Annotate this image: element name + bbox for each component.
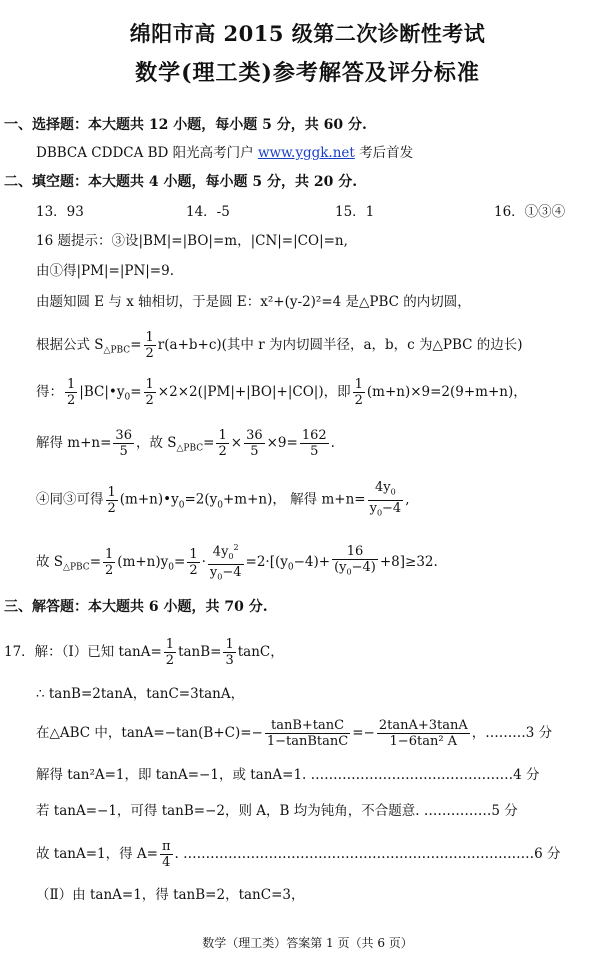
denominator: 1−6tan² A — [389, 734, 458, 749]
formula-text: =− — [352, 725, 375, 741]
equals: = — [130, 384, 142, 400]
formula-text: ④同③可得 — [36, 491, 104, 508]
subscript: 0 — [217, 572, 223, 582]
q17-line-6 — [36, 839, 560, 870]
fraction-4y0sq-over-y0-4 — [208, 540, 244, 585]
formula-text: 17．解：（Ⅰ）已知 tanA= — [4, 644, 162, 660]
numerator: 1 — [105, 546, 114, 562]
fraction-half — [353, 377, 365, 408]
page-subtitle: 数学(理工类)参考解答及评分标准 — [135, 60, 480, 86]
denominator: 3 — [225, 653, 234, 668]
hint-line-2: 由①得|PM|=|PN|=9. — [36, 263, 174, 279]
formula-text: 解得 m+n= — [36, 435, 112, 451]
numerator: π — [161, 839, 171, 854]
hint-line-5 — [36, 377, 527, 413]
numerator — [368, 480, 404, 501]
subscript: 0 — [287, 562, 294, 573]
formula-text: 故 S — [36, 553, 64, 570]
fraction-half — [187, 547, 199, 578]
formula-text: ×9= — [266, 435, 298, 451]
denominator — [368, 501, 404, 521]
numerator: 1 — [165, 637, 175, 652]
subscript: 0 — [228, 551, 234, 561]
fraction-half — [106, 485, 118, 516]
numerator: 1 — [145, 377, 154, 392]
hint-line-3: 由题知圆 E 与 x 轴相切，于是圆 E：x²+(y-2)²=4 是△PBC 的内切圆， — [36, 294, 471, 310]
page-footer: 数学（理工类）答案第 1 页（共 6 页） — [202, 936, 413, 950]
subscript: 0 — [168, 562, 174, 573]
hint-line-4 — [36, 330, 523, 366]
subscript: 0 — [217, 500, 223, 511]
formula-text: ×2×2(|PM|+|BO|+|CO|)，即 — [157, 384, 351, 400]
section-choice-heading: 一、选择题：本大题共 12 小题，每小题 5 分，共 60 分. — [4, 117, 367, 133]
page-title: 绵阳市高 2015 级第二次诊断性考试 — [129, 21, 486, 46]
fraction-tan-sub — [377, 718, 470, 749]
numerator: 1 — [189, 546, 198, 562]
denominator — [208, 565, 244, 585]
source-link[interactable]: www.yggk.net — [257, 145, 355, 161]
formula-text: =2(y — [184, 491, 218, 508]
numerator: $4y_0^2$ — [208, 540, 244, 565]
denominator: 4 — [162, 855, 171, 870]
denominator: 2 — [218, 444, 227, 459]
denominator: 2 — [165, 653, 175, 668]
formula-text: tanC， — [237, 644, 284, 660]
denominator-text: y — [369, 500, 377, 516]
fraction-half — [216, 428, 228, 459]
denominator — [332, 560, 378, 580]
subscript: △PBC — [63, 562, 90, 573]
denominator-text: (y — [334, 560, 347, 576]
numerator: 1 — [145, 330, 154, 345]
q17-line-7: （Ⅱ）由 tanA=1，得 tanB=2，tanC=3， — [36, 887, 305, 903]
denominator-text: y — [209, 564, 218, 580]
fraction-1-2 — [164, 637, 176, 668]
choice-answer-text: DBBCA CDDCA BD 阳光高考门户 — [36, 145, 254, 161]
equals: = — [203, 435, 215, 451]
denominator: 5 — [250, 444, 259, 459]
section-solution-heading: 三、解答题：本大题共 6 小题，共 70 分. — [4, 599, 268, 615]
numerator: 1 — [225, 637, 234, 652]
q17-line-5: 若 tanA=−1，可得 tanB=−2，则 A，B 均为钝角，不合题意. ……………5 分 — [36, 803, 518, 819]
formula-text: (m+n)y — [117, 553, 169, 570]
denominator: 5 — [310, 444, 319, 459]
fraction-half — [103, 547, 115, 578]
denominator: 2 — [189, 562, 198, 578]
fraction-pi-4 — [160, 839, 173, 870]
denominator: 5 — [119, 444, 128, 459]
fraction-1-3 — [223, 637, 235, 668]
denominator-text: −4 — [222, 564, 242, 580]
denominator: 2 — [107, 500, 116, 516]
formula-text: +8]≥32. — [379, 553, 438, 570]
q17-line-2: ∴ tanB=2tanA，tanC=3tanA， — [36, 686, 245, 702]
equals: = — [130, 337, 142, 353]
dot: · — [201, 553, 206, 570]
numerator-text: 4y — [375, 480, 391, 495]
formula-text: +m+n)， 解得 m+n= — [222, 491, 366, 508]
formula-text: (m+n)•y — [119, 491, 179, 508]
fraction-half — [65, 377, 77, 408]
numerator-text: 4y — [212, 544, 229, 560]
denominator: 1−tanBtanC — [266, 734, 349, 749]
formula-text: 故 tanA=1，得 A= — [36, 846, 158, 862]
formula-text: (m+n)×9=2(9+m+n)， — [366, 384, 527, 400]
q17-line-4: 解得 tan²A=1，即 tanA=−1，或 tanA=1. ………………………………………4 分 — [36, 767, 540, 783]
fraction-162-5 — [300, 428, 329, 459]
numerator: 1 — [354, 377, 363, 392]
hint-line-1: 16 题提示：③设|BM|=|BO|=m，|CN|=|CO|=n, — [36, 233, 348, 249]
fill-answer-14: 14．-5 — [186, 204, 230, 220]
denominator-text: −4 — [382, 500, 402, 516]
fraction-tan-sum — [265, 718, 350, 749]
q17-line-1 — [4, 637, 284, 668]
formula-text: ，故 S — [135, 435, 177, 451]
fraction-4y0-over-y0-4 — [368, 480, 404, 520]
subscript: △PBC — [176, 443, 204, 454]
formula-text: |BC|•y — [79, 384, 125, 400]
numerator: 36 — [115, 428, 132, 443]
denominator: 2 — [145, 346, 154, 361]
formula-text: 在△ABC 中，tanA=−tan(B+C)=− — [36, 725, 263, 741]
denominator: 2 — [145, 393, 154, 408]
hint-line-8 — [36, 540, 438, 585]
denominator: 2 — [105, 562, 114, 578]
numerator: 36 — [246, 428, 263, 443]
subscript: 0 — [376, 508, 383, 518]
formula-text: 根据公式 S — [36, 337, 104, 353]
choice-answers — [36, 143, 413, 163]
fraction-half — [144, 377, 156, 408]
subscript: △PBC — [103, 345, 131, 356]
times: × — [230, 435, 243, 451]
equals: = — [174, 553, 186, 570]
fraction-36-5 — [244, 428, 265, 459]
denominator: 2 — [354, 393, 363, 408]
fill-answer-15: 15．1 — [335, 204, 375, 220]
numerator: 1 — [218, 428, 227, 443]
subscript: 0 — [346, 568, 352, 578]
numerator: 2tanA+3tanA — [378, 718, 468, 733]
fraction-36-5 — [113, 428, 134, 459]
subscript: 0 — [390, 487, 396, 497]
hint-line-7 — [36, 480, 410, 520]
equals: = — [89, 553, 102, 570]
score-mark: . ……………………………………………………………………6 分 — [174, 846, 561, 862]
numerator: 1 — [107, 484, 116, 500]
formula-text: =2·[(y — [245, 553, 288, 570]
subscript: 0 — [124, 392, 131, 403]
formula-text: 得： — [36, 384, 63, 400]
q17-line-3 — [36, 716, 552, 750]
numerator: 162 — [301, 428, 327, 443]
formula-text: −4)+ — [293, 553, 331, 570]
subscript: 0 — [178, 500, 185, 511]
fill-answer-16: 16．①③④ — [494, 204, 566, 220]
denominator: 2 — [67, 393, 76, 408]
fraction-half — [144, 330, 156, 361]
denominator-text: −4) — [351, 560, 376, 576]
choice-answer-tail: 考后首发 — [359, 145, 414, 161]
formula-text: tanB= — [178, 644, 222, 660]
section-fill-heading: 二、填空题：本大题共 4 小题，每小题 5 分，共 20 分. — [4, 174, 358, 190]
fill-answer-13: 13．93 — [36, 204, 84, 220]
fraction-16-over-y0-4 — [332, 544, 378, 580]
numerator: 16 — [332, 544, 378, 560]
numerator: 1 — [67, 377, 76, 392]
hint-line-6 — [36, 428, 335, 464]
comma: , — [405, 491, 410, 508]
numerator: tanB+tanC — [265, 718, 350, 734]
formula-text: r(a+b+c)(其中 r 为内切圆半径，a，b，c 为△PBC 的边长) — [157, 337, 523, 353]
score-mark: ，………3 分 — [471, 725, 553, 741]
period: . — [330, 435, 335, 451]
